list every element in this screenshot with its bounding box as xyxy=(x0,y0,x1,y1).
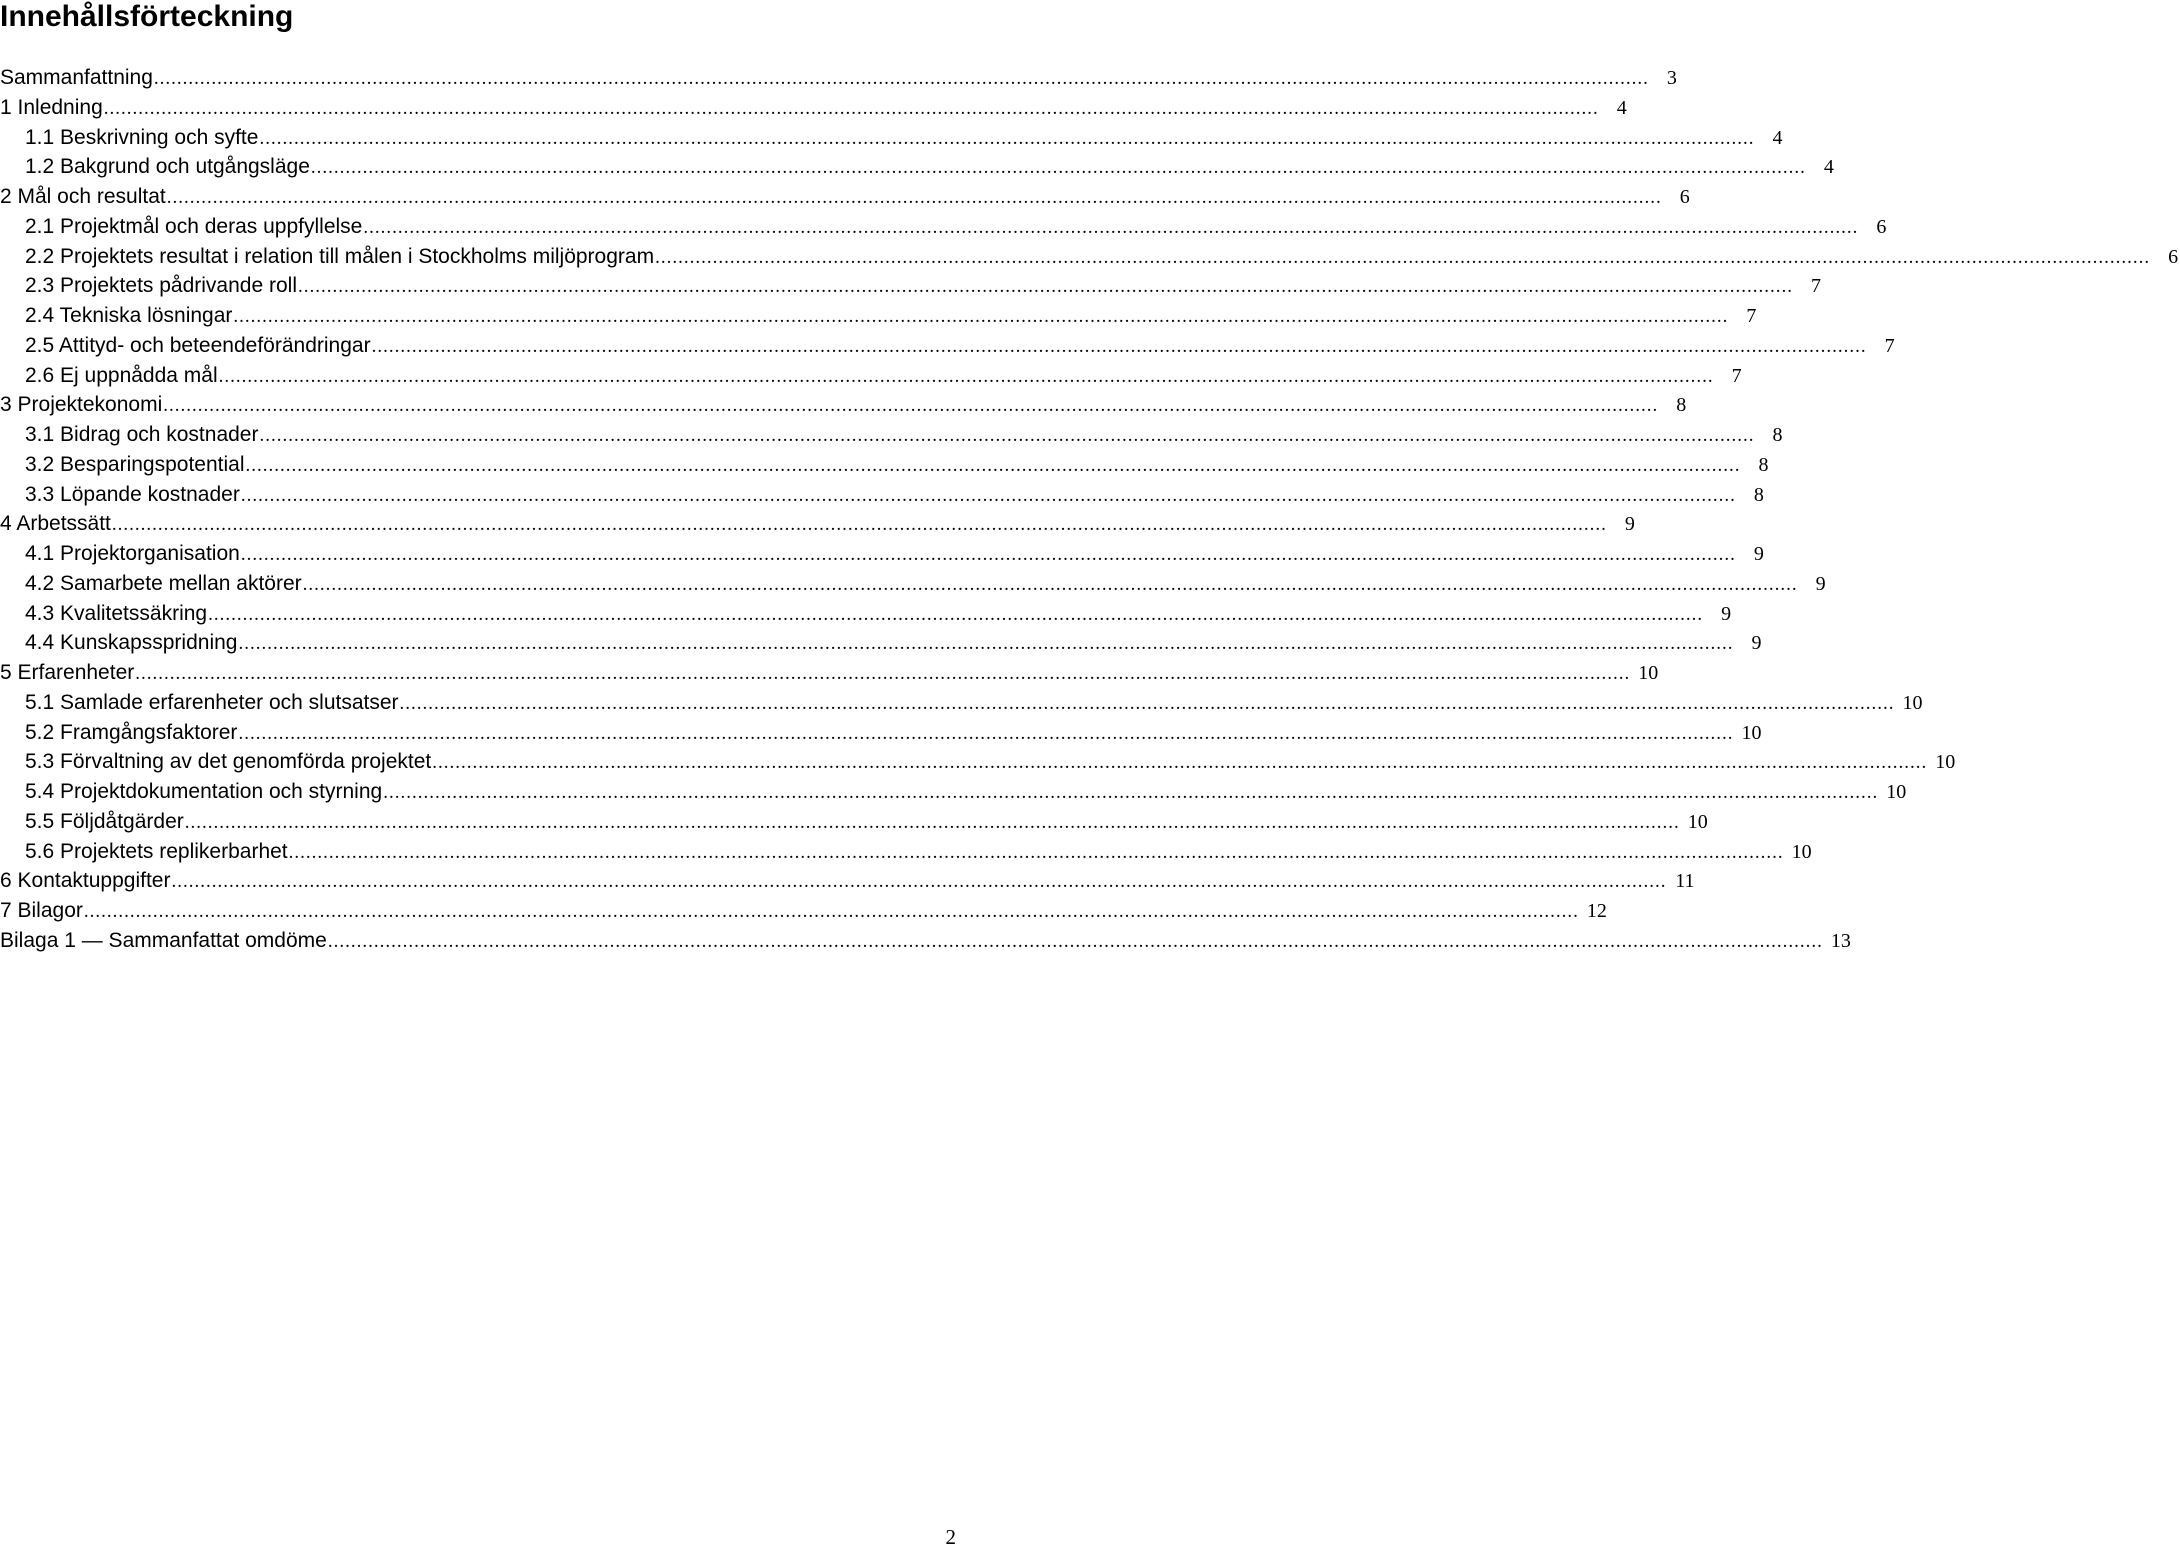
toc-dot-leader: .................................................................................................................................................................................................................................................................... xyxy=(371,335,1867,357)
toc-entry[interactable] xyxy=(0,658,1659,688)
toc-entry-label: 4.4 Kunskapsspridning xyxy=(25,631,238,655)
toc-entry[interactable] xyxy=(0,926,1851,956)
toc-dot-leader: .................................................................................................................................................................................................................................................................... xyxy=(298,276,1793,298)
toc-entry-label: Bilaga 1 — Sammanfattat omdöme xyxy=(0,928,327,952)
toc-entry-page: 8 xyxy=(1676,394,1687,417)
toc-dot-leader: .................................................................................................................................................................................................................................................................... xyxy=(327,930,1823,952)
toc-dot-leader: .................................................................................................................................................................................................................................................................... xyxy=(163,395,1659,417)
toc-entry-label: Sammanfattning xyxy=(0,66,153,89)
toc-entry[interactable] xyxy=(0,599,1732,629)
toc-dot-leader: .................................................................................................................................................................................................................................................................... xyxy=(218,365,1714,387)
toc-entry[interactable] xyxy=(0,837,1812,867)
toc-dot-leader: .................................................................................................................................................................................................................................................................... xyxy=(245,454,1741,476)
toc-entry[interactable] xyxy=(0,390,1687,420)
toc-entry[interactable] xyxy=(0,301,1757,331)
toc-entry-page: 7 xyxy=(1884,334,1895,357)
toc-dot-leader: .................................................................................................................................................................................................................................................................... xyxy=(238,722,1734,744)
toc-dot-leader: .................................................................................................................................................................................................................................................................... xyxy=(259,127,1755,149)
toc-entry-page: 8 xyxy=(1758,453,1769,476)
toc-entry-page: 6 xyxy=(1679,186,1690,208)
toc-dot-leader: .................................................................................................................................................................................................................................................................... xyxy=(240,544,1736,565)
toc-entry-label: 2.3 Projektets pådrivande roll xyxy=(25,274,297,298)
toc-entry-label: 3.1 Bidrag och kostnader xyxy=(25,423,259,446)
toc-entry-label: 1.2 Bakgrund och utgångsläge xyxy=(25,155,310,179)
toc-dot-leader: .................................................................................................................................................................................................................................................................... xyxy=(166,187,1662,208)
toc-dot-leader: .................................................................................................................................................................................................................................................................... xyxy=(135,663,1631,684)
toc-entry[interactable] xyxy=(0,866,1695,896)
toc-entry[interactable] xyxy=(0,331,1895,361)
toc-dot-leader: .................................................................................................................................................................................................................................................................... xyxy=(288,841,1784,863)
toc-entry-page: 4 xyxy=(1616,96,1627,119)
toc-dot-leader: .................................................................................................................................................................................................................................................................... xyxy=(208,603,1704,625)
toc-entry-page: 9 xyxy=(1753,543,1764,565)
toc-dot-leader: .................................................................................................................................................................................................................................................................... xyxy=(111,514,1607,536)
toc-entry[interactable] xyxy=(0,480,1764,510)
toc-entry-page: 6 xyxy=(1876,215,1887,238)
page-title: Innehållsförteckning xyxy=(0,0,294,33)
toc-entry-label: 2 Mål och resultat xyxy=(0,185,166,208)
toc-entry-page: 7 xyxy=(1811,275,1821,298)
toc-entry[interactable] xyxy=(0,896,1607,926)
toc-entry-label: 2.2 Projektets resultat i relation till målen i Stockholms miljöprogram xyxy=(25,244,655,268)
toc-entry-page: 10 xyxy=(1791,840,1812,863)
toc-entry[interactable] xyxy=(0,271,1821,301)
toc-entry-page: 10 xyxy=(1902,691,1923,714)
toc-entry-label: 2.5 Attityd- och beteendeförändringar xyxy=(25,333,371,357)
toc-dot-leader: .................................................................................................................................................................................................................................................................... xyxy=(363,216,1859,238)
toc-entry-label: 5.5 Följdåtgärder xyxy=(25,809,184,833)
toc-entry[interactable] xyxy=(0,450,1769,480)
toc-entry-label: 4.2 Samarbete mellan aktörer xyxy=(25,571,302,595)
toc-entry-page: 3 xyxy=(1666,67,1677,89)
toc-entry-page: 7 xyxy=(1731,364,1742,387)
toc-dot-leader: .................................................................................................................................................................................................................................................................... xyxy=(233,306,1729,327)
toc-dot-leader: .................................................................................................................................................................................................................................................................... xyxy=(83,901,1579,922)
toc-dot-leader: .................................................................................................................................................................................................................................................................... xyxy=(171,871,1667,893)
toc-dot-leader: .................................................................................................................................................................................................................................................................... xyxy=(383,782,1879,803)
toc-dot-leader: .................................................................................................................................................................................................................................................................... xyxy=(302,573,1798,595)
toc-dot-leader: .................................................................................................................................................................................................................................................................... xyxy=(432,752,1928,774)
toc-entry[interactable] xyxy=(0,93,1627,123)
toc-dot-leader: .................................................................................................................................................................................................................................................................... xyxy=(399,692,1895,714)
toc-dot-leader: .................................................................................................................................................................................................................................................................... xyxy=(103,97,1599,119)
toc-entry[interactable] xyxy=(0,361,1742,391)
toc-entry[interactable] xyxy=(0,777,1907,807)
toc-entry[interactable] xyxy=(0,718,1762,748)
toc-entry[interactable] xyxy=(0,242,2179,272)
toc-entry-page: 8 xyxy=(1753,483,1764,506)
toc-entry-label: 5.3 Förvaltning av det genomförda projektet xyxy=(25,750,432,774)
toc-entry-page: 12 xyxy=(1586,900,1607,922)
toc-entry-page: 9 xyxy=(1815,572,1826,595)
toc-entry-label: 2.4 Tekniska lösningar xyxy=(25,304,233,327)
toc-dot-leader: .................................................................................................................................................................................................................................................................... xyxy=(238,633,1734,655)
toc-entry-page: 4 xyxy=(1772,126,1783,149)
toc-dot-leader: .................................................................................................................................................................................................................................................................... xyxy=(240,484,1736,506)
toc-entry-label: 1 Inledning xyxy=(0,95,103,119)
toc-entry-page: 4 xyxy=(1823,156,1834,179)
toc-entry-page: 9 xyxy=(1624,513,1635,536)
toc-entry[interactable] xyxy=(0,152,1834,182)
toc-entry-label: 5.6 Projektets replikerbarhet xyxy=(25,839,288,863)
toc-entry-page: 9 xyxy=(1721,602,1732,625)
toc-entry[interactable] xyxy=(0,688,1923,718)
toc-dot-leader: .................................................................................................................................................................................................................................................................... xyxy=(259,425,1755,446)
toc-dot-leader: .................................................................................................................................................................................................................................................................... xyxy=(184,811,1680,833)
toc-entry-label: 5.1 Samlade erfarenheter och slutsatser xyxy=(25,690,399,714)
toc-entry-page: 10 xyxy=(1638,662,1659,684)
toc-entry-label: 3.3 Löpande kostnader xyxy=(25,482,240,506)
toc-entry-page: 7 xyxy=(1746,305,1757,327)
toc-entry[interactable] xyxy=(0,539,1764,569)
toc-entry-label: 7 Bilagor xyxy=(0,899,83,922)
toc-entry[interactable] xyxy=(0,747,1956,777)
toc-dot-leader: .................................................................................................................................................................................................................................................................... xyxy=(655,246,2151,268)
table-of-contents xyxy=(0,63,2179,956)
toc-dot-leader: .................................................................................................................................................................................................................................................................... xyxy=(310,157,1806,179)
toc-entry-page: 10 xyxy=(1687,810,1708,833)
toc-entry-label: 4.3 Kvalitetssäkring xyxy=(25,601,208,625)
toc-entry[interactable] xyxy=(0,628,1762,658)
toc-entry-label: 5.2 Framgångsfaktorer xyxy=(25,720,238,744)
toc-entry-page: 9 xyxy=(1751,632,1762,655)
toc-entry-label: 3.2 Besparingspotential xyxy=(25,452,245,476)
toc-entry-page: 10 xyxy=(1886,781,1907,803)
toc-entry-label: 4.1 Projektorganisation xyxy=(25,542,240,565)
toc-entry[interactable] xyxy=(0,123,1783,153)
toc-entry-label: 6 Kontaktuppgifter xyxy=(0,869,171,893)
toc-entry[interactable] xyxy=(0,182,1690,212)
toc-entry-page: 10 xyxy=(1741,721,1762,744)
toc-entry[interactable] xyxy=(0,807,1708,837)
toc-entry[interactable] xyxy=(0,509,1635,539)
toc-entry[interactable] xyxy=(0,63,1677,93)
toc-entry[interactable] xyxy=(0,569,1826,599)
toc-entry-label: 3 Projektekonomi xyxy=(0,393,163,417)
toc-dot-leader: .................................................................................................................................................................................................................................................................... xyxy=(153,68,1649,89)
toc-entry[interactable] xyxy=(0,420,1783,450)
toc-entry-page: 6 xyxy=(2168,245,2179,268)
toc-entry-label: 1.1 Beskrivning och syfte xyxy=(25,125,259,149)
toc-entry-label: 2.6 Ej uppnådda mål xyxy=(25,363,218,387)
toc-entry[interactable] xyxy=(0,212,1887,242)
toc-entry-page: 8 xyxy=(1772,424,1783,446)
page-number: 2 xyxy=(945,1525,956,1549)
toc-entry-label: 4 Arbetssätt xyxy=(0,512,111,536)
toc-entry-page: 13 xyxy=(1830,929,1851,952)
toc-entry-page: 11 xyxy=(1675,870,1695,893)
toc-entry-label: 2.1 Projektmål och deras uppfyllelse xyxy=(25,214,363,238)
toc-entry-page: 10 xyxy=(1935,751,1956,774)
toc-entry-label: 5.4 Projektdokumentation och styrning xyxy=(25,780,383,803)
toc-entry-label: 5 Erfarenheter xyxy=(0,661,135,684)
